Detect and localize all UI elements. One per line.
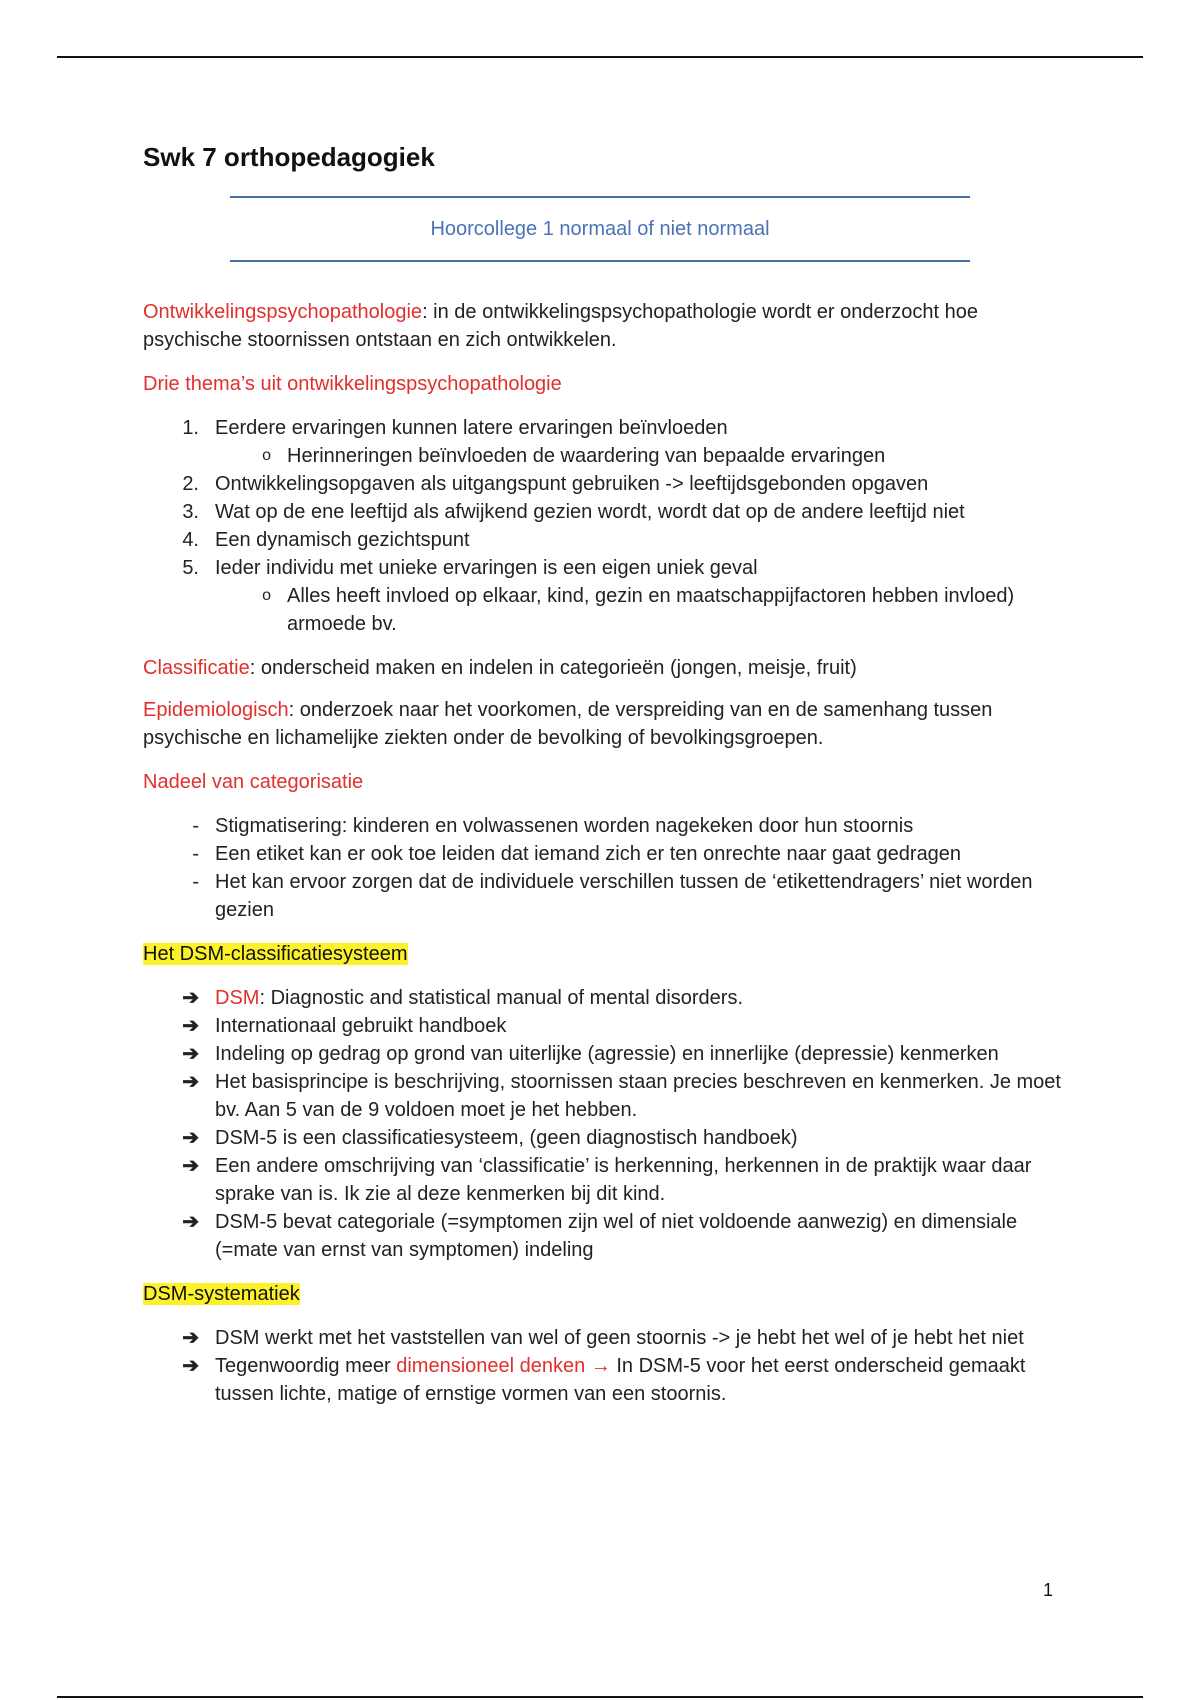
arrow-icon: ➔ [182, 1211, 199, 1233]
arrow-icon: ➔ [182, 987, 199, 1009]
nadeel-heading: Nadeel van categorisatie [143, 771, 364, 793]
arrow-icon: ➔ [182, 1155, 199, 1177]
document-page [143, 140, 1063, 1408]
list-item: 2. Ontwikkelingsopgaven als uitgangspunt gebruiken -> leeftijdsgebonden opgaven [182, 473, 929, 495]
list-item: ➔ Een andere omschrijving van ‘classificatie’ is herkenning, herkennen in de praktijk waar daar sprake van is. Ik zie al deze kenmerken bij dit kind. [143, 1152, 1063, 1208]
list-item: ➔ Tegenwoordig meer dimensioneel denken → In DSM-5 voor het eerst onderscheid gemaakt tussen lichte, matige of ernstige vormen van een stoornis. [143, 1352, 1063, 1408]
list-item: ➔ Het basisprincipe is beschrijving, stoornissen staan precies beschreven en kenmerken. Je moet bv. Aan 5 van de 9 voldoen moet je het hebben. [143, 1068, 1063, 1124]
sub-list-item: o Alles heeft invloed op elkaar, kind, gezin en maatschappijfactoren hebben invloed) armoede bv. [262, 585, 1015, 635]
list-item: ➔ DSM-5 is een classificatiesysteem, (geen diagnostisch handboek) [143, 1124, 1063, 1152]
list-item: ➔ DSM-5 bevat categoriale (=symptomen zijn wel of niet voldoende aanwezig) en dimensiale (=mate van ernst van symptomen) indeling [143, 1208, 1063, 1264]
dsm-list [143, 984, 1063, 1264]
intro-term: Ontwikkelingspsychopathologie [143, 301, 423, 323]
list-item: 4. Een dynamisch gezichtspunt [182, 529, 470, 551]
list-item: 3. Wat op de ene leeftijd als afwijkend gezien wordt, wordt dat op de andere leeftijd niet [182, 501, 965, 523]
list-item: 5. Ieder individu met unieke ervaringen is een eigen uniek geval o Alles heeft invloed op elkaar, kind, gezin en maatschappijfactoren hebben invloed) armoede bv. [143, 554, 1063, 638]
arrow-icon: ➔ [182, 1327, 199, 1349]
sub-list-item: o Herinneringen beïnvloeden de waardering van bepaalde ervaringen [262, 445, 886, 467]
top-rule [57, 56, 1143, 58]
dsm-heading: Het DSM-classificatiesysteem [143, 943, 408, 965]
list-item: ➔ Internationaal gebruikt handboek [143, 1012, 1063, 1040]
lecture-heading: Hoorcollege 1 normaal of niet normaal [230, 196, 970, 262]
arrow-icon: ➔ [182, 1355, 199, 1377]
list-item: - Een etiket kan er ook toe leiden dat iemand zich er ten onrechte naar gaat gedragen [192, 843, 962, 865]
arrow-icon: ➔ [182, 1071, 199, 1093]
epidemiologisch-term: Epidemiologisch [143, 699, 289, 721]
page-number: 1 [1043, 1580, 1054, 1600]
list-item: ➔ DSM: Diagnostic and statistical manual of mental disorders. [143, 984, 1063, 1012]
intro-paragraph [143, 298, 1063, 354]
intro-text: : in de ontwikkelingspsychopathologie wordt er onderzocht hoe psychische stoornissen ontstaan en zich ontwikkelen. [143, 301, 978, 351]
classificatie-paragraph: Classificatie: onderscheid maken en indelen in categorieën (jongen, meisje, fruit) [143, 657, 857, 679]
list-item: - Het kan ervoor zorgen dat de individuele verschillen tussen de ‘etikettendragers’ niet worden gezien [192, 871, 1033, 921]
arrow-icon: ➔ [182, 1127, 199, 1149]
classificatie-term: Classificatie [143, 657, 250, 679]
page-title: Swk 7 orthopedagogiek [143, 142, 435, 172]
list-item: ➔ Indeling op gedrag op grond van uiterlijke (agressie) en innerlijke (depressie) kenmerken [143, 1040, 1063, 1068]
list-item: 1. Eerdere ervaringen kunnen latere ervaringen beïnvloeden o Herinneringen beïnvloeden de waardering van bepaalde ervaringen [143, 414, 1063, 470]
themes-list [143, 414, 1063, 638]
dsm-term: DSM [215, 987, 260, 1009]
list-item: ➔ DSM werkt met het vaststellen van wel of geen stoornis -> je hebt het wel of je hebt het niet [143, 1324, 1063, 1352]
systematiek-list [143, 1324, 1063, 1408]
bottom-rule [57, 1696, 1143, 1698]
themes-heading: Drie thema’s uit ontwikkelingspsychopathologie [143, 373, 562, 395]
list-item: - Stigmatisering: kinderen en volwassenen worden nagekeken door hun stoornis [192, 815, 914, 837]
dimensioneel-denken-term: dimensioneel denken [396, 1355, 586, 1377]
systematiek-heading: DSM-systematiek [143, 1283, 300, 1305]
epidemiologisch-paragraph: Epidemiologisch: onderzoek naar het voorkomen, de verspreiding van en de samenhang tussen psychische en lichamelijke ziekten onder de bevolking of bevolkingsgroepen. [143, 699, 993, 749]
nadeel-list [143, 812, 1063, 924]
arrow-icon: ➔ [182, 1043, 199, 1065]
arrow-icon: → [590, 1355, 611, 1377]
arrow-icon: ➔ [182, 1015, 199, 1037]
